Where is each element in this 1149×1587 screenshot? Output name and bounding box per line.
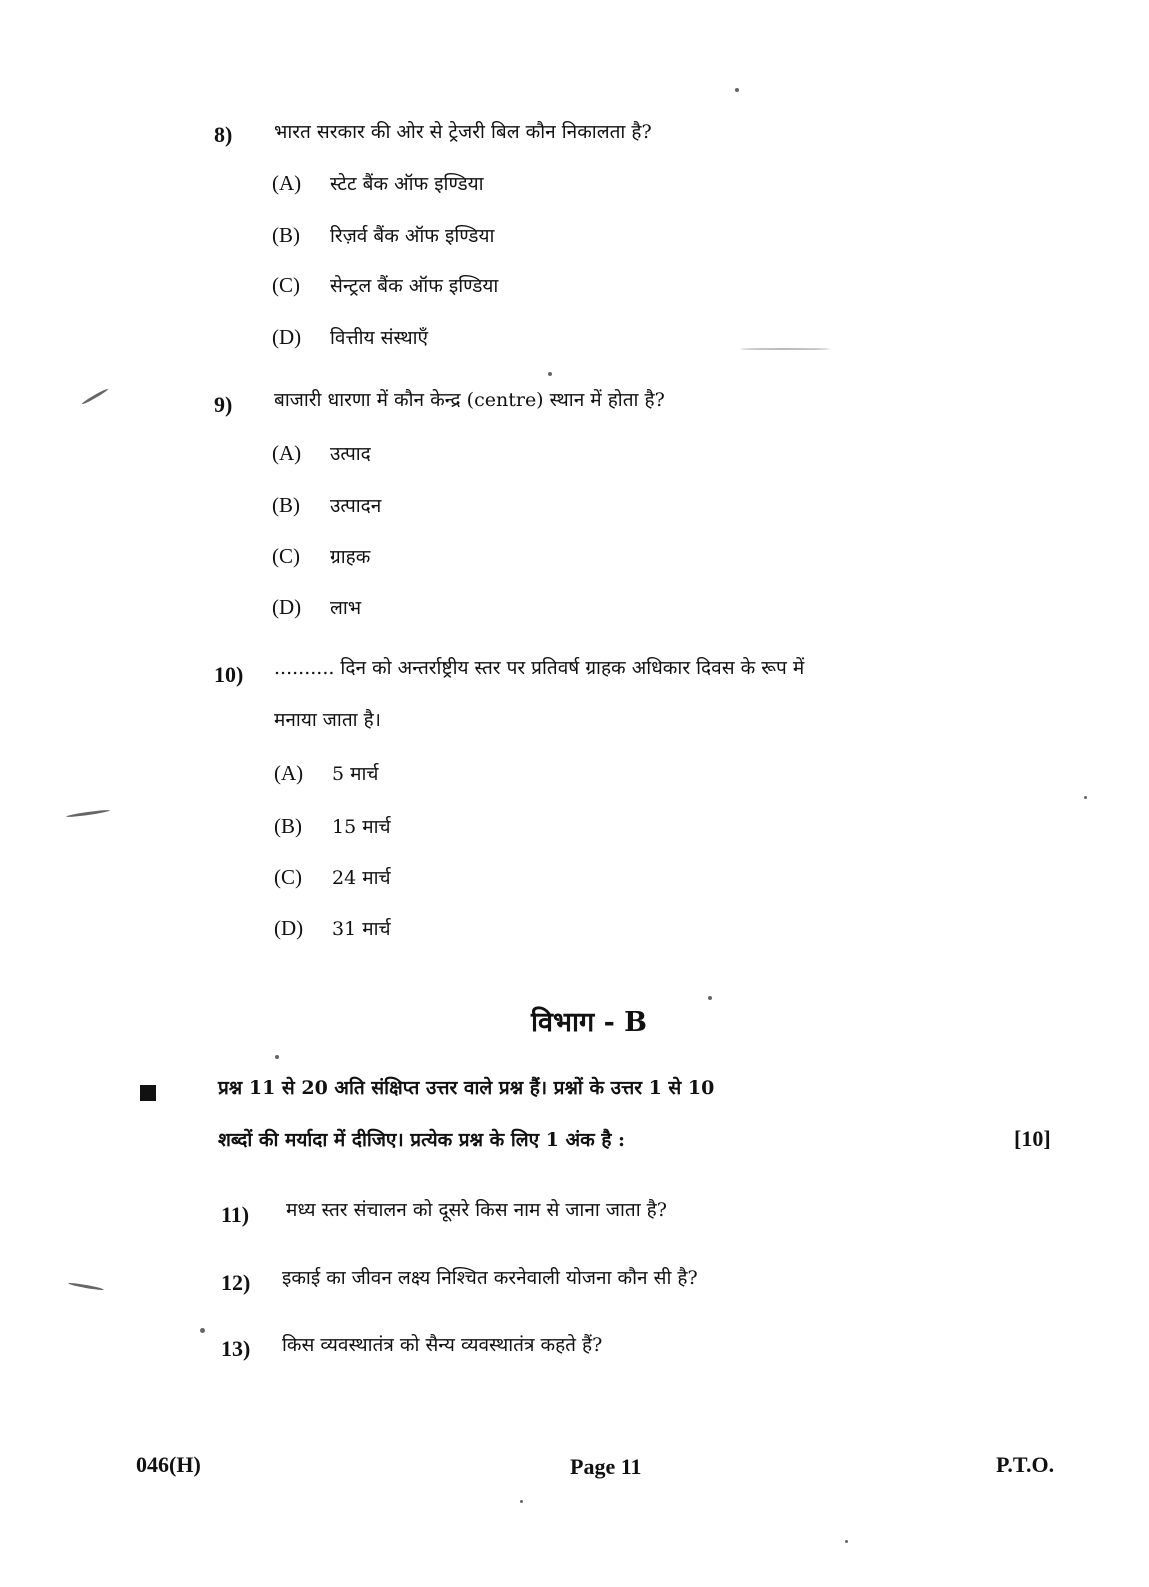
option-text: स्टेट बैंक ऑफ इण्डिया [330, 173, 484, 195]
option-label: (D) [272, 595, 302, 619]
option-text: ग्राहक [330, 546, 371, 568]
question-11-text: मध्य स्तर संचालन को दूसरे किस नाम से जाना जाता है? [286, 1199, 667, 1221]
option-text: सेन्ट्रल बैंक ऑफ इण्डिया [330, 275, 499, 297]
question-13-text: किस व्यवस्थातंत्र को सैन्य व्यवस्थातंत्र कहते हैं? [282, 1334, 603, 1356]
question-12-number: 12) [221, 1270, 251, 1295]
question-8-option-b [272, 222, 494, 248]
please-turn-over: P.T.O. [996, 1452, 1055, 1477]
option-text: उत्पादन [330, 495, 382, 517]
section-marks: [10] [1014, 1126, 1051, 1151]
question-9-number: 9) [214, 392, 233, 417]
option-label: (B) [272, 223, 300, 247]
question-9-option-c [272, 543, 370, 569]
option-text: वित्तीय संस्थाएँ [330, 327, 429, 349]
option-label: (B) [272, 493, 300, 517]
option-label: (A) [272, 171, 302, 195]
question-8-option-c [272, 272, 498, 298]
question-10-option-d [274, 915, 391, 941]
question-9-option-a [272, 440, 371, 466]
instruction-line-2: शब्दों की मर्यादा में दीजिए। प्रत्येक प्रश्न के लिए 1 अंक है : [218, 1129, 626, 1151]
bullet-square-icon [140, 1085, 156, 1101]
option-text: 15 मार्च [332, 816, 391, 838]
option-label: (C) [274, 865, 302, 889]
question-10-option-c [274, 864, 391, 890]
question-9-option-d [272, 594, 361, 620]
question-10-number: 10) [214, 662, 244, 687]
option-text: 24 मार्च [332, 867, 391, 889]
question-10-text-line1: .......... दिन को अन्तर्राष्ट्रीय स्तर पर प्रतिवर्ष ग्राहक अधिकार दिवस के रूप में [274, 657, 805, 679]
option-label: (B) [274, 814, 302, 838]
option-label: (D) [274, 916, 304, 940]
section-heading: विभाग - B [531, 1007, 648, 1038]
question-8-option-d [272, 324, 428, 350]
option-label: (D) [272, 325, 302, 349]
question-8-option-a [272, 170, 484, 196]
question-10-option-b [274, 813, 391, 839]
question-13-number: 13) [221, 1336, 251, 1361]
question-8-text: भारत सरकार की ओर से ट्रेजरी बिल कौन निकालता है? [274, 121, 652, 143]
question-12-text: इकाई का जीवन लक्ष्य निश्चित करनेवाली योजना कौन सी है? [282, 1267, 698, 1289]
question-11-number: 11) [221, 1202, 250, 1227]
option-text: 5 मार्च [332, 763, 379, 785]
question-9-text: बाजारी धारणा में कौन केन्द्र (centre) स्थान में होता है? [274, 389, 665, 411]
page-number: Page 11 [570, 1454, 642, 1479]
question-10-option-a [274, 760, 378, 786]
option-label: (C) [272, 544, 300, 568]
option-text: उत्पाद [330, 443, 371, 465]
option-label: (A) [272, 441, 302, 465]
question-10-text-line2: मनाया जाता है। [274, 709, 381, 731]
question-8-number: 8) [214, 122, 233, 147]
option-text: लाभ [330, 597, 362, 619]
option-label: (A) [274, 761, 304, 785]
option-label: (C) [272, 273, 300, 297]
option-text: 31 मार्च [332, 918, 391, 940]
question-9-option-b [272, 492, 381, 518]
paper-code: 046(H) [136, 1452, 201, 1477]
option-text: रिज़र्व बैंक ऑफ इण्डिया [330, 225, 495, 247]
instruction-line-1: प्रश्न 11 से 20 अति संक्षिप्त उत्तर वाले प्रश्न हैं। प्रश्नों के उत्तर 1 से 10 [218, 1077, 715, 1099]
